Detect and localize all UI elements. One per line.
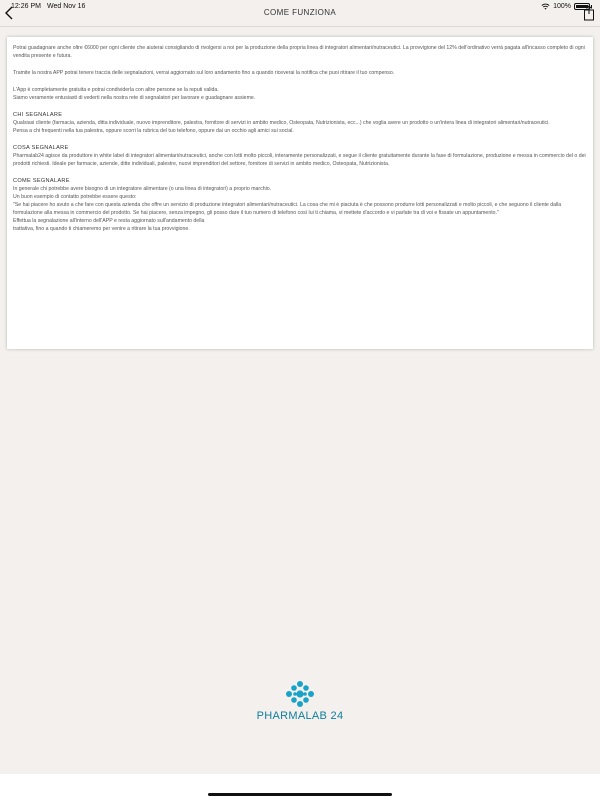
cosa-text: Pharmalab24 agisce da produttore in white label di integratori alimentari/nutraceutici, anche con lotti molto piccoli, interamente personalizzati, e segue il cliente gratuitamente durante la fase di formulazione, produzione e messa in commercio del o dei prodotti richiesti. Ideale per farmacie, aziende, ditte individuali, palestre, nuovi imprenditori del settore, fornitore di servizi in ambito medico, Osteopata, Nutrizionista. <box>13 153 586 167</box>
intro-paragraph: Siamo veramente entusiasti di vederti nella nostra rete di segnalatori per lavorare e guadagnare assieme. <box>13 95 256 101</box>
chi-text: Qualsiasi cliente (farmacia, azienda, ditta individuale, nuovo imprenditore, palestra, fornitore di servizi in ambito medico, Osteopata, Nutrizionista, ecc...) che voglia avere un prodotto o un'intera linea di integratori alimentari/nutraceutici. <box>13 120 550 126</box>
come-text: Effettua la segnalazione all'interno dell'APP e resta aggiornato sull'andamento della <box>13 218 205 224</box>
molecule-logo-icon <box>285 680 315 708</box>
wifi-icon <box>541 3 550 10</box>
section-title-chi: CHI SEGNALARE <box>13 112 63 118</box>
section-title-cosa: COSA SEGNALARE <box>13 145 69 151</box>
status-bar <box>0 0 600 13</box>
intro-paragraph: Tramite la nostra APP potrai tenere traccia delle segnalazioni, verrai aggiornato sul loro andamento fino a quando riceverai la notifica che puoi ritirare il tuo compenso. <box>13 70 395 76</box>
come-text: trattativa, fino a quando ti chiameremo per venire a ritirare la tua provvigione. <box>13 226 190 232</box>
page-title: COME FUNZIONA <box>263 8 337 17</box>
home-indicator[interactable] <box>208 793 392 796</box>
bottom-safe-area <box>0 774 600 800</box>
intro-paragraph: L'App è completamente gratuita e potrai condividerla con altre persone se la reputi valida. <box>13 87 219 93</box>
intro-paragraph: Potrai guadagnare anche oltre €6000 per ogni cliente che aiuterai consigliando di rivolgersi a noi per la produzione della propria linea di integratori alimentari/nutraceutici. La provvigione del 12% dell'ordinativo verrà pagata all'incasso completo di ogni vendita presente e futura. <box>13 45 585 59</box>
chi-text: Pensa a chi frequenti nella tua palestra, oppure scorri la rubrica del tuo telefono, oppure dai un occhio agli amici sui social. <box>13 128 294 134</box>
come-text: Un buon esempio di contatto potrebbe essere questo: <box>13 194 137 200</box>
status-date: Wed Nov 16 <box>47 3 86 10</box>
battery-icon <box>574 3 590 10</box>
status-time: 12:26 PM <box>11 3 41 10</box>
content-card <box>7 37 593 349</box>
come-text: "Se hai piacere ho avuto a che fare con questa azienda che offre un servizio di produzione integratori alimentari/nutraceutici. La cosa che mi è piaciuta è che possono produrre lotti personalizzati e molto piccoli, e che seguono il cliente dalla formulazione alla messa in commercio del prodotto. Se hai piacere, senza impegno, gli posso dare il tuo numero di telefono così lui ti chiama, vi mettete d'accordo e vi parlate tra di voi e fissate un appuntamento." <box>13 202 562 216</box>
battery-percent: 100% <box>553 3 571 10</box>
logo-wordmark: PHARMALAB 24 <box>256 710 344 722</box>
section-title-come: COME SEGNALARE <box>13 178 70 184</box>
pharmalab-logo <box>250 680 350 730</box>
come-text: In generale chi potrebbe avere bisogno di un integratore alimentare (o una linea di integratori) a proprio marchio. <box>13 186 272 192</box>
